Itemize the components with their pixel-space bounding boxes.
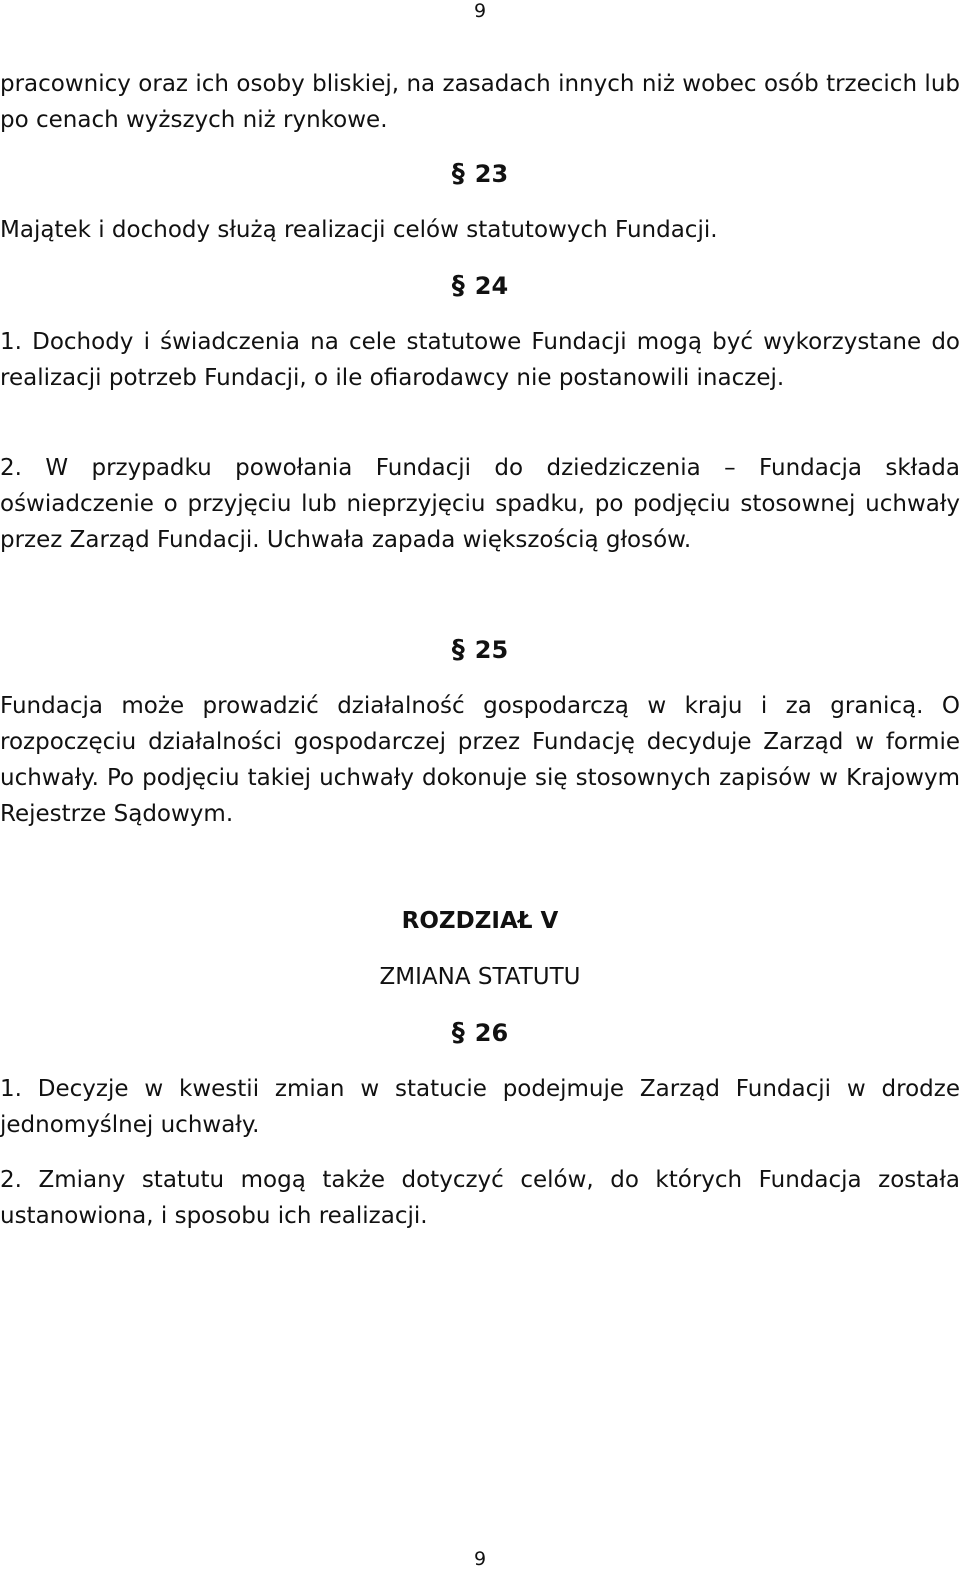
- paragraph-23: Majątek i dochody służą realizacji celów statutowych Fundacji.: [0, 217, 718, 243]
- section-number: 26: [474, 1019, 509, 1047]
- section-number: 25: [474, 636, 509, 664]
- section-number: 24: [474, 272, 509, 300]
- section-26-heading: [0, 1015, 960, 1051]
- section-24-heading: [0, 268, 960, 304]
- paragraph-intro: pracownicy oraz ich osoby bliskiej, na zasadach innych niż wobec osób trzecich lub po cenach wyższych niż rynkowe.: [0, 71, 960, 133]
- paragraph-24-2: 2. W przypadku powołania Fundacji do dziedziczenia – Fundacja składa oświadczenie o przyjęciu lub nieprzyjęciu spadku, po podjęciu stosownej uchwały przez Zarząd Fundacji. Uchwała zapada większością głosów.: [0, 455, 960, 553]
- footer-page-number: 9: [473, 1548, 487, 1570]
- chapter-subtitle: ZMIANA STATUTU: [379, 964, 581, 990]
- paragraph-26-1: 1. Decyzje w kwestii zmian w statucie podejmuje Zarząd Fundacji w drodze jednomyślnej uchwały.: [0, 1076, 960, 1138]
- paragraph-26-2: 2. Zmiany statutu mogą także dotyczyć celów, do których Fundacja została ustanowiona, i sposobu ich realizacji.: [0, 1167, 960, 1229]
- section-number: 23: [474, 160, 509, 188]
- section-23-heading: [0, 156, 960, 192]
- paragraph-25: Fundacja może prowadzić działalność gospodarczą w kraju i za granicą. O rozpoczęciu działalności gospodarczej przez Fundację decyduje Zarząd w formie uchwały. Po podjęciu takiej uchwały dokonuje się stosownych zapisów w Krajowym Rejestrze Sądowym.: [0, 693, 960, 827]
- section-sign-icon: §: [451, 1018, 465, 1048]
- section-sign-icon: §: [451, 271, 465, 301]
- section-sign-icon: §: [451, 635, 465, 665]
- section-25-heading: [0, 632, 960, 668]
- paragraph-24-1: 1. Dochody i świadczenia na cele statutowe Fundacji mogą być wykorzystane do realizacji potrzeb Fundacji, o ile ofiarodawcy nie postanowili inaczej.: [0, 329, 960, 391]
- section-sign-icon: §: [451, 159, 465, 189]
- chapter-title: ROZDZIAŁ V: [401, 908, 559, 934]
- header-page-number: 9: [473, 0, 487, 22]
